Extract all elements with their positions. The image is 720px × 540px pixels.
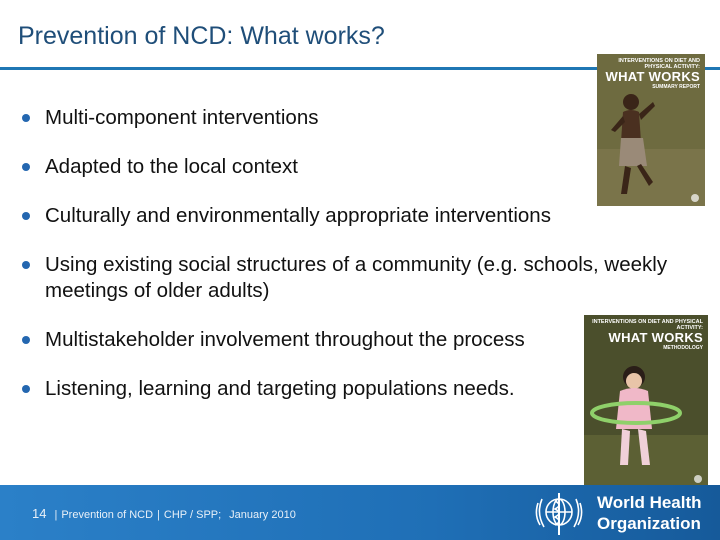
bullet-text: Multi-component interventions — [45, 106, 319, 129]
bullet-item — [22, 203, 685, 229]
bullet-item — [22, 105, 685, 131]
bullet-dot-icon — [22, 336, 30, 344]
page-number: 14 — [32, 506, 47, 521]
cover-subtitle: METHODOLOGY — [663, 345, 703, 351]
bullet-dot-icon — [22, 261, 30, 269]
bullet-dot-icon — [22, 212, 30, 220]
footer-course: Prevention of NCD — [61, 509, 154, 521]
bullet-dot-icon — [22, 114, 30, 122]
summary-report-cover — [597, 54, 705, 206]
cover-title: WHAT WORKS — [605, 69, 700, 84]
footer-caption — [32, 506, 296, 521]
cover-subtitle: SUMMARY REPORT — [652, 84, 700, 90]
cover-kicker: INTERVENTIONS ON DIET AND PHYSICAL ACTIVITY: — [592, 319, 703, 331]
footer-separator: | — [157, 509, 160, 521]
bullet-dot-icon — [22, 163, 30, 171]
who-wordmark — [597, 492, 702, 534]
bullet-text: Using existing social structures of a community (e.g. schools, weekly meetings of older adults) — [45, 253, 668, 302]
footer-date: January 2010 — [229, 509, 296, 521]
bullet-dot-icon — [22, 385, 30, 393]
cover-kicker: INTERVENTIONS ON DIET AND PHYSICAL ACTIVITY: — [618, 58, 700, 70]
cover-title: WHAT WORKS — [608, 330, 703, 345]
bullet-item — [22, 154, 685, 180]
footer-separator: | — [54, 509, 58, 521]
bullet-text: Adapted to the local context — [45, 155, 299, 178]
bullet-text: Culturally and environmentally appropriate interventions — [45, 204, 551, 227]
slide-title: Prevention of NCD: What works? — [18, 22, 385, 50]
bullet-text: Listening, learning and targeting populations needs. — [45, 377, 515, 400]
cover-heading — [584, 315, 708, 351]
methodology-cover — [584, 315, 708, 487]
who-wordmark-line1: World Health — [597, 493, 702, 512]
cover-heading — [597, 54, 705, 90]
footer-dept: CHP / SPP; — [163, 509, 222, 521]
bullet-item — [22, 252, 685, 304]
who-wordmark-line2: Organization — [597, 514, 701, 533]
who-emblem-icon — [528, 487, 590, 539]
bullet-text: Multistakeholder involvement throughout the process — [45, 328, 525, 351]
